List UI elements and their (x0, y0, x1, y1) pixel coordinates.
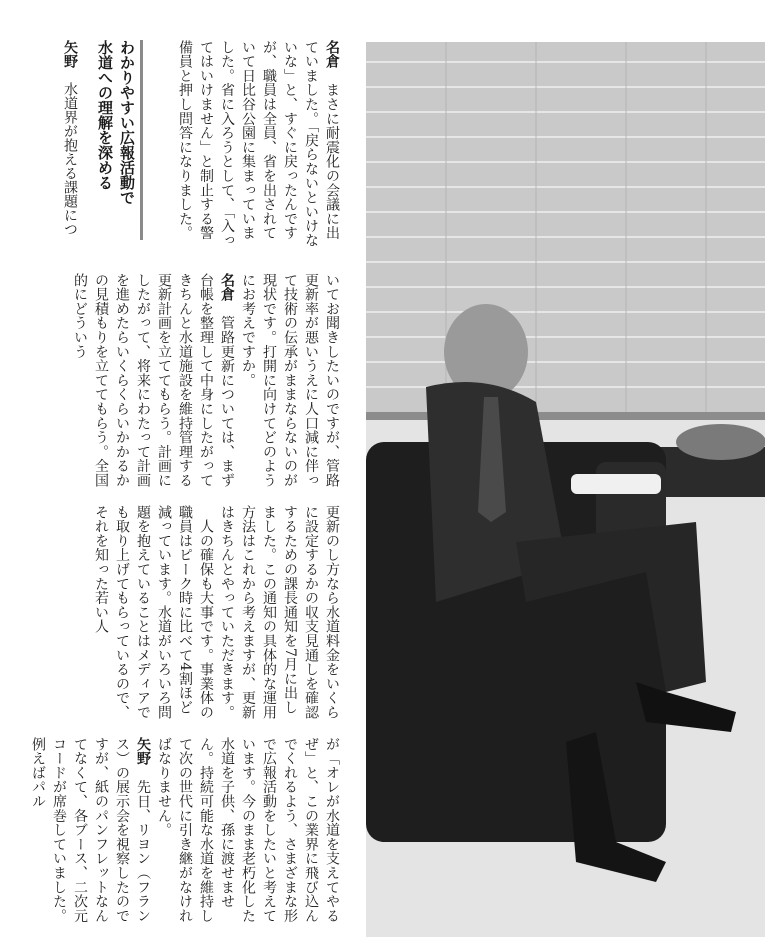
paragraph: まさに耐震化の会議に出ていました。「戻らないといけないな」と、すぐに戻ったんですが、職員は全員、省を出されていて日比谷公園に集まっていました。省に入ろうとして、「入ってはいけません」と制止する警備員と押し問答になりました。 (177, 40, 340, 248)
speaker-label: 名倉 (219, 273, 235, 302)
paragraph: 人の確保も大事です。事業体の職員はピーク時に比べて4割ほど減っています。水道がいろいろ問題を抱えていることはメディアでも取り上げてもらっているので、それを知った若い人 (93, 505, 214, 720)
paragraph: 水道界が抱える課題につ (62, 82, 78, 236)
article-block-3 (93, 505, 342, 720)
photo-illustration (366, 42, 765, 937)
paragraph: 先日、リヨン（フランス）の展示会を視察したのですが、紙のパンフレットなんてなくて、各ブース、二次元コードが席巻していました。例えばパル (30, 737, 151, 923)
paragraph: 更新のし方なら水道料金をいくらに設定するかの収支見通しを確認するための課長通知を7月に出しました。この通知の具体的な運用方法はこれから考えますが、更新はきちんとやっていただきます。 (219, 505, 340, 720)
speaker-label: 名倉 (324, 40, 340, 69)
paragraph: いてお聞きしたいのですが、管路更新率が悪いうえに人口減に伴って技術の伝承がままならないのが現状です。打開に向けてどのようにお考えですか。 (240, 273, 340, 488)
speaker-label: 矢野 (62, 40, 78, 68)
yano-question-start (56, 40, 80, 250)
article-block-4 (30, 737, 342, 937)
paragraph: 管路更新については、まず台帳を整理して中身にしたがってきちんと水道施設を維持管理する更新計画を立ててもらう。計画にしたがって、将来にわたって計画を進めたらいくらくらいかかるかの見積もりを立ててもらう。全国的にどういう (72, 273, 235, 488)
article-block-2 (72, 273, 342, 488)
article-block-1 (134, 40, 342, 250)
paragraph: が「オレが水道を支えてやるぜ」と、この業界に飛び込んでくれるよう、さまざまな形で広報活動をしたいと考えています。今のまま老朽化した水道を子供、孫に渡せません。持続可能な水道を維持して次の世代に引き継がなければなりません。 (156, 737, 340, 923)
heading-line-1: わかりやすい広報活動で (118, 40, 136, 205)
speaker-label: 矢野 (135, 737, 151, 766)
heading-line-2: 水道への理解を深める (96, 40, 114, 190)
section-heading (86, 40, 143, 240)
interview-photo (366, 42, 765, 937)
